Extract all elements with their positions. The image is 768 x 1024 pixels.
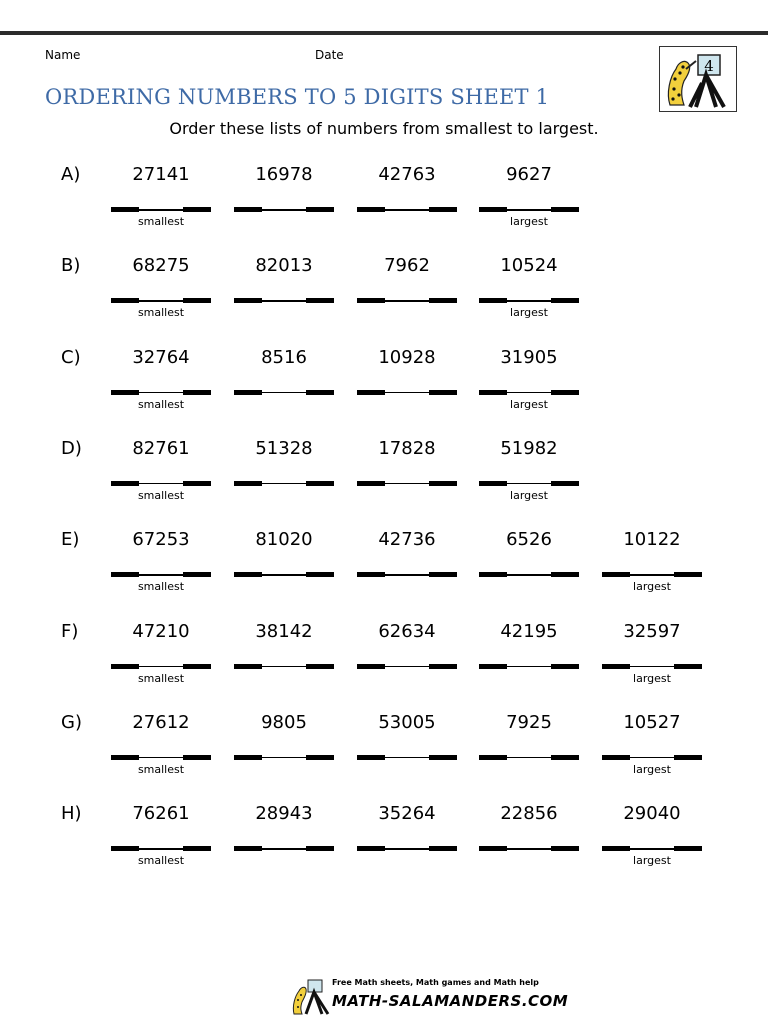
answer-blank[interactable]: [234, 298, 334, 304]
answer-blank[interactable]: [357, 390, 457, 396]
answer-blank[interactable]: [357, 572, 457, 578]
largest-hint: largest: [510, 306, 548, 320]
number-value: 9627: [506, 164, 552, 185]
number-value: 31905: [500, 346, 558, 368]
largest-hint: largest: [633, 854, 671, 868]
badge-number: 4: [704, 57, 714, 75]
answer-blank[interactable]: [234, 207, 334, 213]
answer-blank[interactable]: [479, 846, 579, 852]
answer-blank[interactable]: [602, 755, 702, 761]
question-row: [0, 619, 768, 699]
number-value: 7962: [384, 255, 430, 277]
answer-blank[interactable]: [479, 298, 579, 304]
number-value: 10928: [378, 346, 436, 368]
question-row: [0, 710, 768, 790]
answer-blank[interactable]: [357, 481, 457, 487]
number-value: 62634: [378, 620, 436, 642]
number-value: 68275: [132, 255, 190, 277]
number-value: 51328: [255, 437, 313, 459]
number-value: 28943: [255, 803, 313, 825]
question-row: [0, 345, 768, 425]
number-value: 38142: [255, 620, 313, 642]
largest-hint: largest: [633, 580, 671, 594]
number-value: 29040: [623, 803, 681, 825]
answer-blank[interactable]: [479, 755, 579, 761]
question-label: D): [61, 437, 82, 459]
question-row: [0, 801, 768, 881]
number-value: 8516: [261, 346, 307, 368]
answer-blank[interactable]: [479, 390, 579, 396]
number-value: 81020: [255, 529, 313, 551]
page-title: ORDERING NUMBERS TO 5 DIGITS SHEET 1: [45, 85, 550, 109]
answer-blank[interactable]: [111, 390, 211, 396]
answer-blank[interactable]: [357, 846, 457, 852]
answer-blank[interactable]: [111, 664, 211, 670]
answer-blank[interactable]: [234, 572, 334, 578]
answer-blank[interactable]: [111, 755, 211, 761]
question-row: [0, 162, 768, 242]
answer-blank[interactable]: [111, 298, 211, 304]
number-value: 10527: [623, 711, 681, 733]
answer-blank[interactable]: [357, 664, 457, 670]
answer-blank[interactable]: [357, 207, 457, 213]
answer-blank[interactable]: [602, 664, 702, 670]
question-label: E): [61, 529, 80, 551]
number-value: 35264: [378, 803, 436, 825]
number-value: 10122: [623, 529, 681, 551]
smallest-hint: smallest: [137, 215, 185, 228]
number-value: 27612: [132, 711, 190, 733]
answer-blank[interactable]: [602, 572, 702, 578]
number-value: 82761: [132, 437, 190, 459]
smallest-hint: smallest: [137, 854, 185, 868]
number-value: 32764: [132, 346, 190, 368]
answer-blank[interactable]: [111, 572, 211, 578]
answer-blank[interactable]: [479, 572, 579, 578]
largest-hint: largest: [510, 215, 548, 228]
number-value: 42195: [500, 620, 558, 642]
number-value: 17828: [378, 437, 436, 459]
salamander-logo: [659, 46, 737, 112]
answer-blank[interactable]: [111, 481, 211, 487]
smallest-hint: smallest: [137, 580, 185, 594]
date-label: Date: [315, 48, 344, 62]
number-value: 9805: [261, 711, 307, 733]
number-value: 27141: [132, 164, 190, 185]
question-label: C): [61, 346, 81, 368]
footer-brand: MATH-SALAMANDERS.COM: [332, 992, 569, 1010]
answer-blank[interactable]: [234, 755, 334, 761]
largest-hint: largest: [510, 397, 548, 411]
number-value: 82013: [255, 255, 313, 277]
number-value: 76261: [132, 803, 190, 825]
instruction-text: Order these lists of numbers from smallest to largest.: [169, 119, 599, 138]
name-label: Name: [45, 48, 81, 62]
answer-blank[interactable]: [479, 664, 579, 670]
footer-logo-icon: [290, 976, 330, 1016]
answer-blank[interactable]: [234, 846, 334, 852]
number-value: 51982: [500, 437, 558, 459]
number-value: 42763: [378, 164, 436, 185]
footer-tagline: Free Math sheets, Math games and Math help: [332, 978, 539, 987]
number-value: 10524: [500, 255, 558, 277]
question-row: [0, 436, 768, 516]
number-value: 53005: [378, 711, 436, 733]
smallest-hint: smallest: [137, 671, 185, 685]
question-label: B): [61, 255, 81, 277]
number-value: 32597: [623, 620, 681, 642]
smallest-hint: smallest: [137, 488, 185, 502]
largest-hint: largest: [633, 762, 671, 776]
number-value: 22856: [500, 803, 558, 825]
number-value: 7925: [506, 711, 552, 733]
largest-hint: largest: [633, 671, 671, 685]
number-value: 67253: [132, 529, 190, 551]
question-label: H): [61, 803, 82, 825]
question-label: F): [61, 620, 79, 642]
number-value: 6526: [506, 529, 552, 551]
top-rule: [0, 31, 768, 35]
smallest-hint: smallest: [137, 397, 185, 411]
number-value: 47210: [132, 620, 190, 642]
answer-blank[interactable]: [234, 481, 334, 487]
question-label: A): [61, 164, 81, 185]
answer-blank[interactable]: [234, 664, 334, 670]
question-label: G): [61, 711, 82, 733]
question-row: [0, 253, 768, 333]
smallest-hint: smallest: [137, 306, 185, 320]
answer-blank[interactable]: [602, 846, 702, 852]
largest-hint: largest: [510, 488, 548, 502]
answer-blank[interactable]: [479, 481, 579, 487]
answer-blank[interactable]: [357, 755, 457, 761]
smallest-hint: smallest: [137, 762, 185, 776]
answer-blank[interactable]: [111, 846, 211, 852]
answer-blank[interactable]: [479, 207, 579, 213]
answer-blank[interactable]: [234, 390, 334, 396]
number-value: 42736: [378, 529, 436, 551]
answer-blank[interactable]: [357, 298, 457, 304]
question-row: [0, 527, 768, 607]
number-value: 16978: [255, 164, 313, 185]
footer-branding: [290, 976, 569, 1016]
answer-blank[interactable]: [111, 207, 211, 213]
